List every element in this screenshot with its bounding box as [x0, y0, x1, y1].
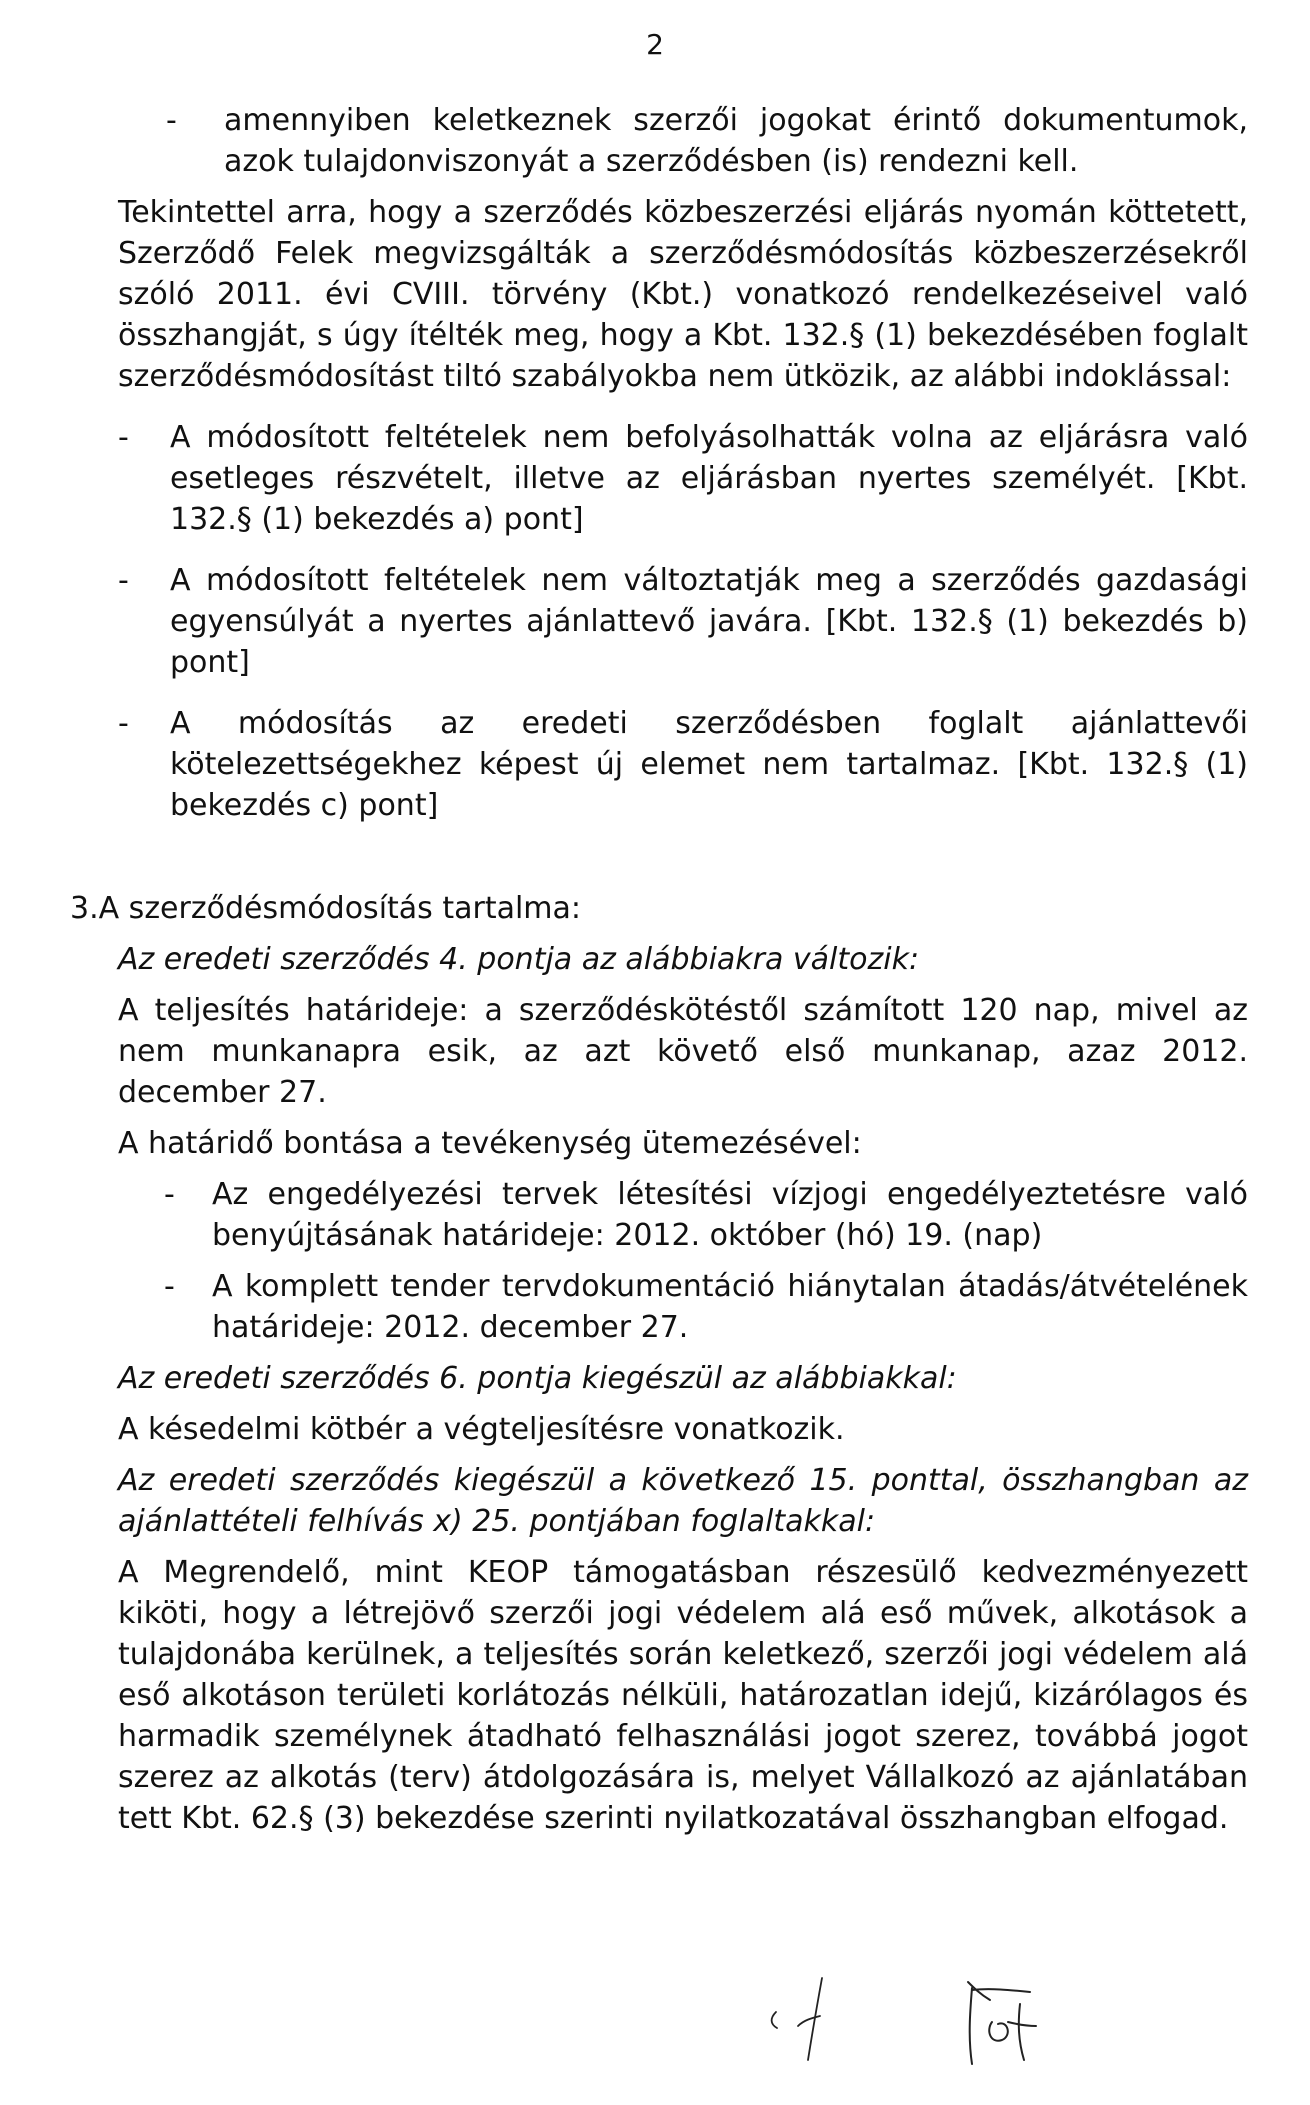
list-item — [118, 1266, 1248, 1348]
penalty-paragraph: A késedelmi kötbér a végteljesítésre vonatkozik. — [118, 1412, 845, 1447]
signature-initial — [772, 1978, 822, 2060]
list-item — [118, 1174, 1248, 1256]
list-item — [66, 417, 1248, 540]
bullet-dash: - — [164, 1269, 175, 1304]
list-item-text: A módosítás az eredeti szerződésben foglalt ajánlattevői kötelezettségekhez képest új elemet nem tartalmaz. [Kbt. 132.§ (1) bekezdés c) pont] — [170, 706, 1248, 823]
document-body — [70, 100, 1248, 1839]
list-item-text: A módosított feltételek nem változtatják meg a szerződés gazdasági egyensúlyát a nyertes ajánlattevő javára. [Kbt. 132.§ (1) bekezdés b) pont] — [170, 563, 1248, 680]
bullet-dash: - — [118, 563, 129, 598]
amendment-heading: Az eredeti szerződés kiegészül a következő 15. ponttal, összhangban az ajánlattételi felhívás x) 25. pontjában foglaltakkal: — [118, 1463, 1248, 1539]
list-item — [118, 100, 1248, 182]
list-item-text: A módosított feltételek nem befolyásolhatták volna az eljárásra való esetleges részvételt, illetve az eljárásban nyertes személyét. [Kbt. 132.§ (1) bekezdés a) pont] — [170, 420, 1248, 537]
copyright-paragraph: A Megrendelő, mint KEOP támogatásban részesülő kedvezményezett kiköti, hogy a létrejövő szerzői jogi védelem alá eső művek, alkotások a tulajdonába kerülnek, a teljesítés során keletkező, szerzői jogi védelem alá eső alkotáson területi korlátozás nélküli, határozatlan idejű, kizárólagos és harmadik személynek átadható felhasználási jogot szerez, továbbá jogot szerez az alkotás (terv) átdolgozására is, melyet Vállalkozó az ajánlatában tett Kbt. 62.§ (3) bekezdése szerinti nyilatkozatával összhangban elfogad. — [118, 1555, 1248, 1836]
amendment-heading: Az eredeti szerződés 4. pontja az alábbiakra változik: — [118, 942, 920, 977]
bullet-dash: - — [166, 103, 177, 138]
list-item-text: amennyiben keletkeznek szerzői jogokat érintő dokumentumok, azok tulajdonviszonyát a szerződésben (is) rendezni kell. — [224, 103, 1248, 179]
intro-paragraph: Tekintettel arra, hogy a szerződés közbeszerzési eljárás nyomán köttetett, Szerződő Felek megvizsgálták a szerződésmódosítás közbeszerzésekről szóló 2011. évi CVIII. törvény (Kbt.) vonatkozó rendelkezéseivel való összhangját, s úgy ítélték meg, hogy a Kbt. 132.§ (1) bekezdésében foglalt szerződésmódosítást tiltó szabályokba nem ütközik, az alábbi indoklással: — [118, 195, 1248, 394]
deadline-paragraph: A teljesítés határideje: a szerződéskötéstől számított 120 nap, mivel az nem munkanapra esik, az azt követő első munkanap, azaz 2012. december 27. — [118, 993, 1248, 1110]
signatures — [740, 1960, 1120, 2080]
list-item-text: Az engedélyezési tervek létesítési vízjogi engedélyeztetésre való benyújtásának határideje: 2012. október (hó) 19. (nap) — [212, 1177, 1248, 1253]
section-heading — [70, 888, 1248, 929]
amendment-heading: Az eredeti szerződés 6. pontja kiegészül az alábbiakkal: — [118, 1361, 957, 1396]
list-item — [66, 560, 1248, 683]
section-title: A szerződésmódosítás tartalma: — [98, 891, 582, 926]
list-item — [66, 703, 1248, 826]
bullet-dash: - — [118, 706, 129, 741]
section-number: 3. — [70, 891, 99, 926]
list-item-text: A komplett tender tervdokumentáció hiánytalan átadás/átvételének határideje: 2012. december 27. — [212, 1269, 1248, 1345]
breakdown-heading: A határidő bontása a tevékenység ütemezésével: — [118, 1126, 862, 1161]
page-number: 2 — [646, 28, 664, 61]
bullet-dash: - — [118, 420, 129, 455]
bullet-dash: - — [164, 1177, 175, 1212]
signature-full — [968, 1982, 1036, 2064]
